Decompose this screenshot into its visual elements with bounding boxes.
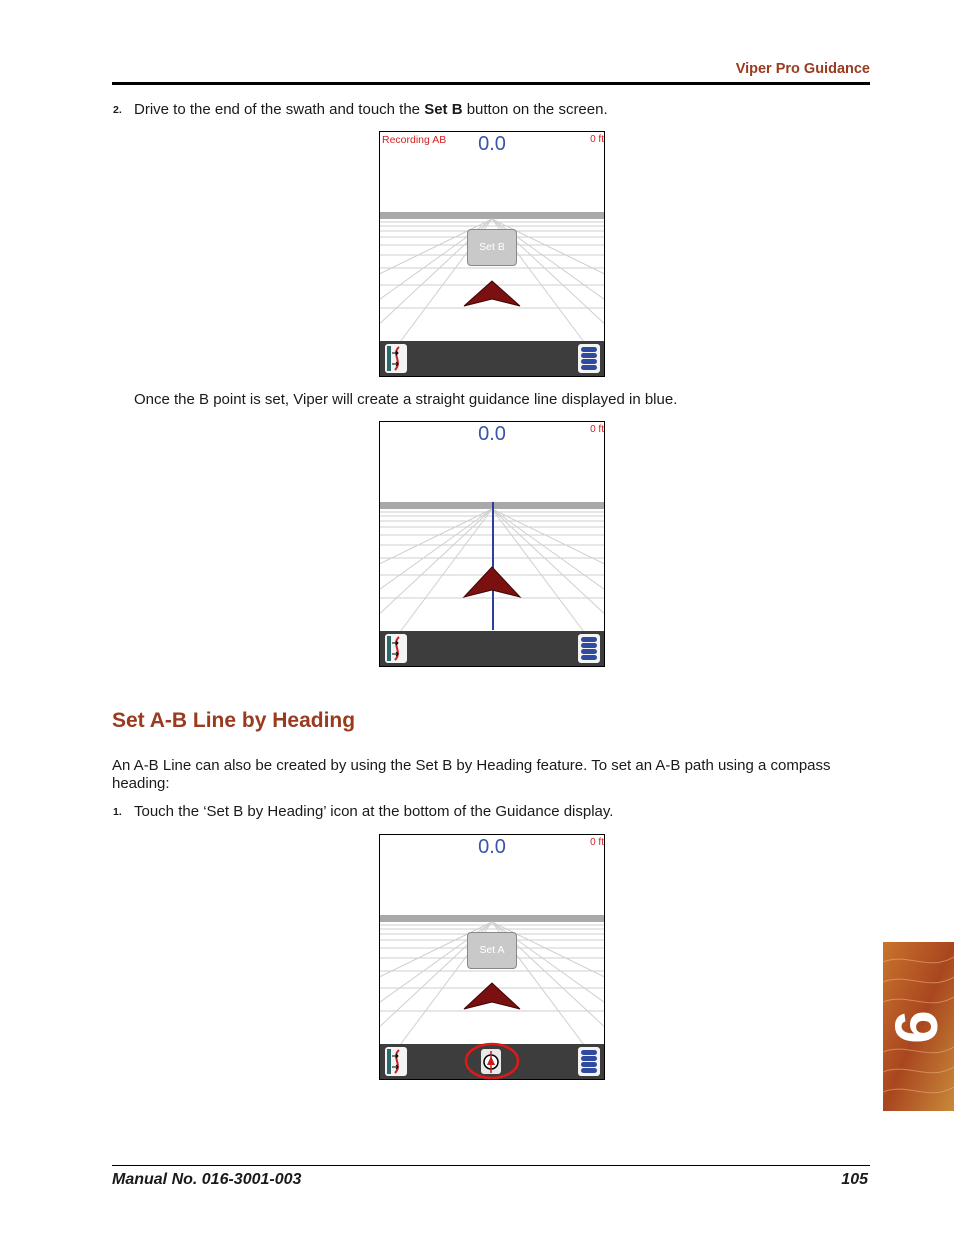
step-text [134, 101, 608, 119]
guidance-screen-heading [379, 834, 605, 1080]
step-text-part: button on the screen. [462, 101, 608, 118]
running-header: Viper Pro Guidance [735, 61, 870, 77]
step-number: 2. [113, 104, 122, 116]
bottom-toolbar [380, 341, 604, 376]
menu-icon[interactable] [578, 344, 600, 373]
chapter-number: 6 [883, 1010, 950, 1044]
recording-status: Recording AB [382, 134, 447, 146]
ab-line-icon[interactable] [385, 1047, 407, 1076]
section-intro: An A-B Line can also be created by using the Set B by Heading feature. To set an A-B path using a compass heading: [112, 757, 831, 792]
bottom-toolbar [380, 631, 604, 666]
chapter-tab [883, 942, 954, 1111]
manual-number: Manual No. 016-3001-003 [112, 1171, 302, 1188]
distance-readout: 0 ft [590, 837, 604, 848]
distance-readout: 0 ft [590, 134, 604, 145]
highlight-circle [463, 1041, 521, 1080]
header-rule [112, 82, 870, 85]
paragraph: Once the B point is set, Viper will create a straight guidance line displayed in blue. [134, 391, 678, 408]
guidance-screen-set-b [379, 131, 605, 377]
menu-icon[interactable] [578, 1047, 600, 1076]
step-number: 1. [113, 806, 122, 818]
ab-line-icon[interactable] [385, 344, 407, 373]
set-a-button[interactable]: Set A [467, 932, 517, 969]
step-text: Touch the ‘Set B by Heading’ icon at the bottom of the Guidance display. [134, 803, 614, 820]
bottom-toolbar [380, 1044, 604, 1079]
distance-readout: 0 ft [590, 424, 604, 435]
cross-track-readout: 0.0 [478, 423, 506, 445]
cross-track-readout: 0.0 [478, 133, 506, 155]
step-text-part: Drive to the end of the swath and touch the [134, 101, 425, 118]
section-heading: Set A-B Line by Heading [112, 709, 356, 732]
guidance-screen-line [379, 421, 605, 667]
perspective-grid [380, 422, 604, 666]
cross-track-readout: 0.0 [478, 836, 506, 858]
step-text-bold: Set B [424, 101, 463, 118]
set-b-button[interactable]: Set B [467, 229, 517, 266]
footer-rule [112, 1165, 870, 1166]
ab-line-icon[interactable] [385, 634, 407, 663]
page-number: 105 [841, 1171, 868, 1188]
menu-icon[interactable] [578, 634, 600, 663]
